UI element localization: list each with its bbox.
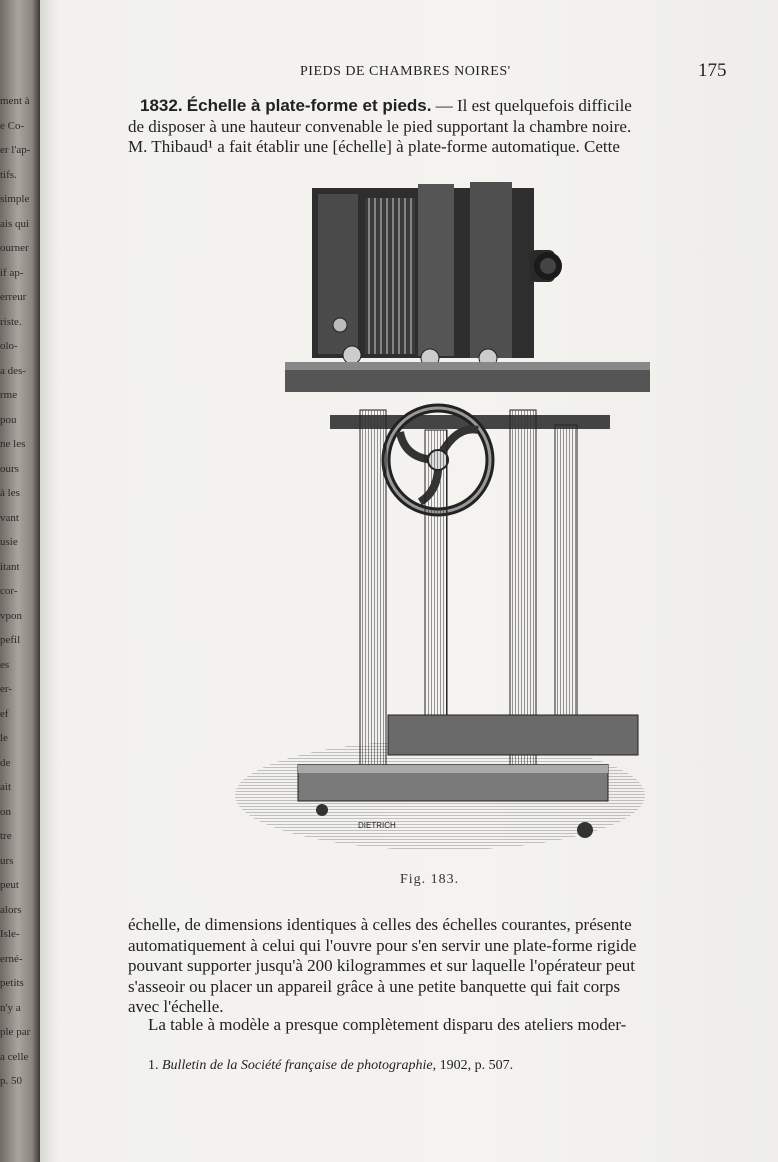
section-paragraph bbox=[128, 96, 770, 158]
paragraph-line: échelle, de dimensions identiques à celles des échelles courantes, présente bbox=[128, 915, 632, 934]
facing-page-fragment: if ap- bbox=[0, 266, 24, 279]
camera-stand-engraving bbox=[230, 170, 650, 850]
facing-page-fragment: alors bbox=[0, 903, 22, 916]
facing-page-fragment: pou bbox=[0, 413, 17, 426]
facing-page-fragment: n'y a bbox=[0, 1001, 21, 1014]
engraver-signature: DIETRICH bbox=[358, 821, 396, 830]
page-number: 175 bbox=[698, 60, 727, 81]
facing-page-fragment: ple par bbox=[0, 1026, 31, 1038]
facing-page-fragment: tifs. bbox=[0, 168, 17, 181]
facing-page-fragment: p. 50 bbox=[0, 1075, 22, 1087]
facing-page-edge bbox=[0, 0, 40, 1162]
facing-page-fragment: a celle bbox=[0, 1050, 29, 1063]
facing-page-fragment: simple bbox=[0, 193, 30, 205]
facing-page-fragment: erné- bbox=[0, 952, 23, 965]
facing-page-fragment: rme bbox=[0, 389, 18, 401]
body-paragraph bbox=[148, 1015, 738, 1036]
facing-page-fragment: es bbox=[0, 658, 10, 671]
facing-page-fragment: petits bbox=[0, 977, 24, 989]
section-title: Échelle à plate-forme et pieds. bbox=[186, 96, 432, 115]
facing-page-fragment: riste. bbox=[0, 315, 22, 328]
facing-page-fragment: e Co- bbox=[0, 119, 25, 132]
facing-page-fragment: pefil bbox=[0, 634, 21, 646]
paragraph-line: avec l'échelle. bbox=[128, 997, 224, 1016]
book-page bbox=[40, 0, 778, 1162]
paragraph-text: — Il est quelquefois difficile bbox=[431, 96, 632, 115]
facing-page-fragment: er l'ap- bbox=[0, 144, 31, 156]
facing-page-fragment: usie bbox=[0, 536, 18, 548]
paragraph-line: de disposer à une hauteur convenable le pied supportant la chambre noire. bbox=[128, 116, 632, 136]
facing-page-fragment: er- bbox=[0, 683, 12, 695]
facing-page-fragment: peut bbox=[0, 879, 19, 891]
facing-page-fragment: erreur bbox=[0, 291, 27, 303]
section-number: 1832. bbox=[140, 96, 183, 115]
facing-page-fragment: vpon bbox=[0, 609, 22, 622]
facing-page-fragment: ais qui bbox=[0, 217, 30, 230]
facing-page-fragment: ait bbox=[0, 781, 11, 793]
facing-page-fragment: ne les bbox=[0, 438, 26, 450]
paragraph-line: automatiquement à celui qui l'ouvre pour s'en servir une plate-forme rigide bbox=[128, 935, 637, 955]
paragraph-line: La table à modèle a presque complètement disparu des ateliers moder- bbox=[148, 1015, 627, 1034]
camera bbox=[312, 182, 562, 367]
paragraph-line: M. Thibaud¹ a fait établir une [échelle] à plate-forme automatique. Cette bbox=[128, 137, 620, 156]
facing-page-fragment: ef bbox=[0, 707, 9, 720]
facing-page-fragment: cor- bbox=[0, 585, 18, 597]
running-head: PIEDS DE CHAMBRES NOIRES' bbox=[300, 64, 511, 79]
facing-page-fragment: a des- bbox=[0, 364, 26, 377]
facing-page-fragment: de bbox=[0, 756, 11, 769]
footnote-title: Bulletin de la Société française de photographie bbox=[162, 1058, 433, 1073]
paragraph-line bbox=[128, 96, 770, 117]
facing-page-fragment: Isle- bbox=[0, 928, 20, 940]
footnote-marker: 1. bbox=[148, 1058, 159, 1073]
facing-page-fragment: itant bbox=[0, 560, 20, 573]
figure-caption: Fig. 183. bbox=[400, 872, 460, 887]
facing-page-fragment: vant bbox=[0, 511, 19, 524]
facing-page-fragment: olo- bbox=[0, 340, 18, 352]
facing-page-fragment: à les bbox=[0, 487, 20, 499]
facing-page-fragment: tre bbox=[0, 830, 12, 842]
facing-page-fragment: on bbox=[0, 805, 11, 818]
facing-page-fragment: urs bbox=[0, 854, 14, 867]
paragraph-line: s'asseoir ou placer un appareil grâce à une petite banquette qui fait corps bbox=[128, 976, 621, 996]
footnote bbox=[148, 1058, 513, 1074]
facing-page-fragment: le bbox=[0, 732, 8, 744]
paragraph-line: pouvant supporter jusqu'à 200 kilogrammes et sur laquelle l'opérateur peut bbox=[128, 956, 636, 975]
facing-page-fragment: ment à bbox=[0, 95, 30, 107]
facing-page-fragment: ours bbox=[0, 462, 19, 475]
facing-page-fragment: ourner bbox=[0, 242, 29, 254]
footnote-text: , 1902, p. 507. bbox=[432, 1058, 514, 1073]
body-paragraph bbox=[128, 915, 770, 1018]
